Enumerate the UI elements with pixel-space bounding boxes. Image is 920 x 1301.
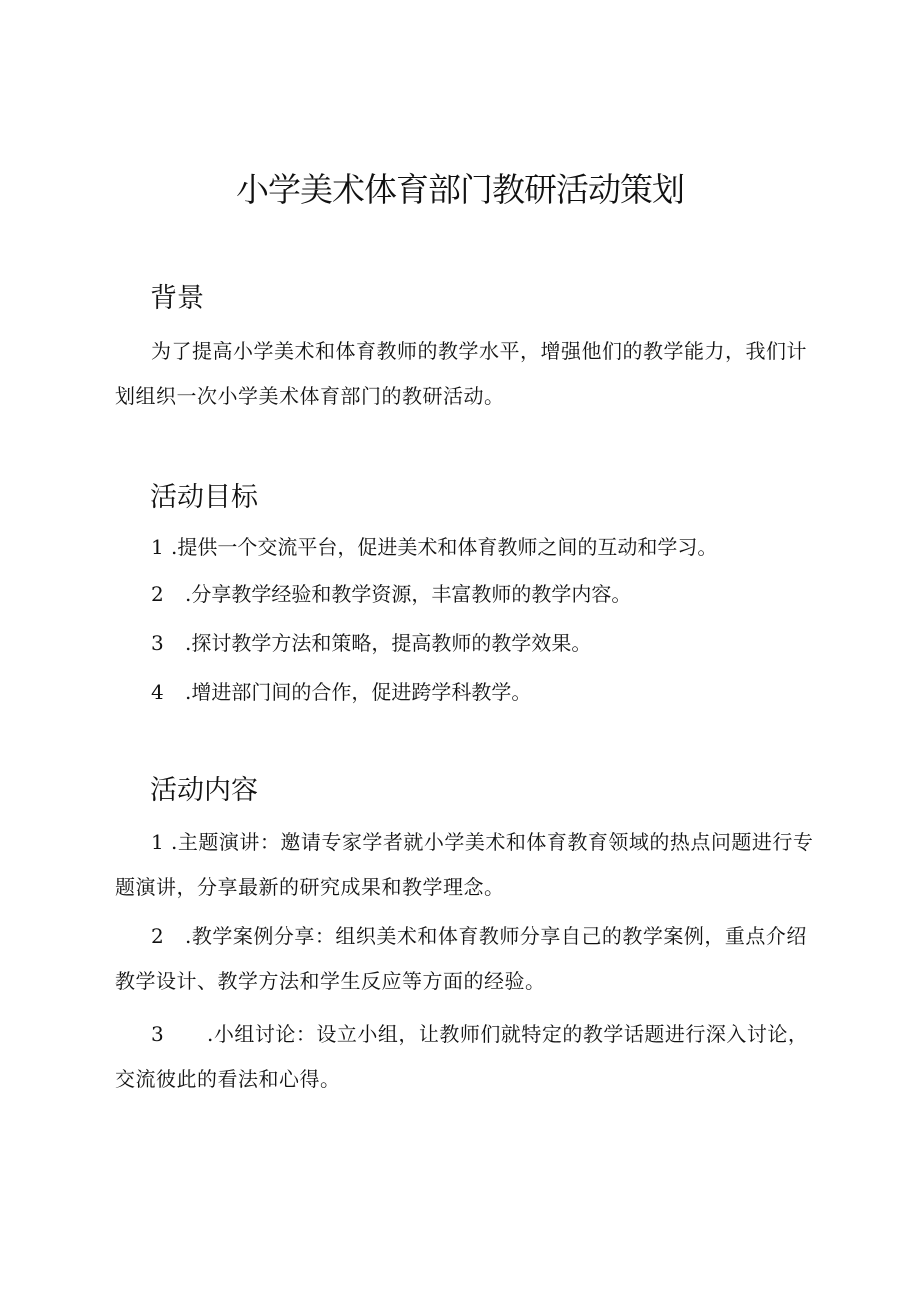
content-item-number: 2 [151,924,165,948]
section-heading-goals: 活动目标 [150,482,258,513]
content-item-text: .主题演讲：邀请专家学者就小学美术和体育教育领域的热点问题进行专题演讲，分享最新的研究成果和教学理念。 [115,830,814,899]
section-heading-content: 活动内容 [150,775,258,806]
goal-item [151,579,631,609]
goal-item-number: 2 [151,582,164,606]
content-item-number: 1 [151,830,165,854]
content-item [115,1012,827,1102]
section-heading-background: 背景 [150,283,204,314]
goal-item-number: 1 [151,535,164,559]
goal-item [151,628,591,658]
content-item-text: .小组讨论：设立小组，让教师们就特定的教学话题进行深入讨论，交流彼此的看法和心得。 [115,1022,809,1091]
goal-item [151,532,717,562]
background-paragraph: 为了提高小学美术和体育教师的教学水平，增强他们的教学能力，我们计划组织一次小学美术体育部门的教研活动。 [115,339,807,408]
document-title: 小学美术体育部门教研活动策划 [236,170,684,209]
content-item [115,914,827,1004]
goal-item-text: .分享教学经验和教学资源，丰富教师的教学内容。 [185,582,632,606]
goal-item-text: .探讨教学方法和策略，提高教师的教学效果。 [185,631,592,655]
goal-item-number: 3 [151,631,164,655]
content-item [115,820,827,910]
goal-item [151,677,531,707]
content-item-text: .教学案例分享：组织美术和体育教师分享自己的教学案例，重点介绍教学设计、教学方法和学生反应等方面的经验。 [115,924,807,993]
goal-item-number: 4 [151,680,164,704]
content-item-number: 3 [151,1022,165,1046]
goal-item-text: .增进部门间的合作，促进跨学科教学。 [185,680,532,704]
goal-item-text: .提供一个交流平台，促进美术和体育教师之间的互动和学习。 [171,535,718,559]
